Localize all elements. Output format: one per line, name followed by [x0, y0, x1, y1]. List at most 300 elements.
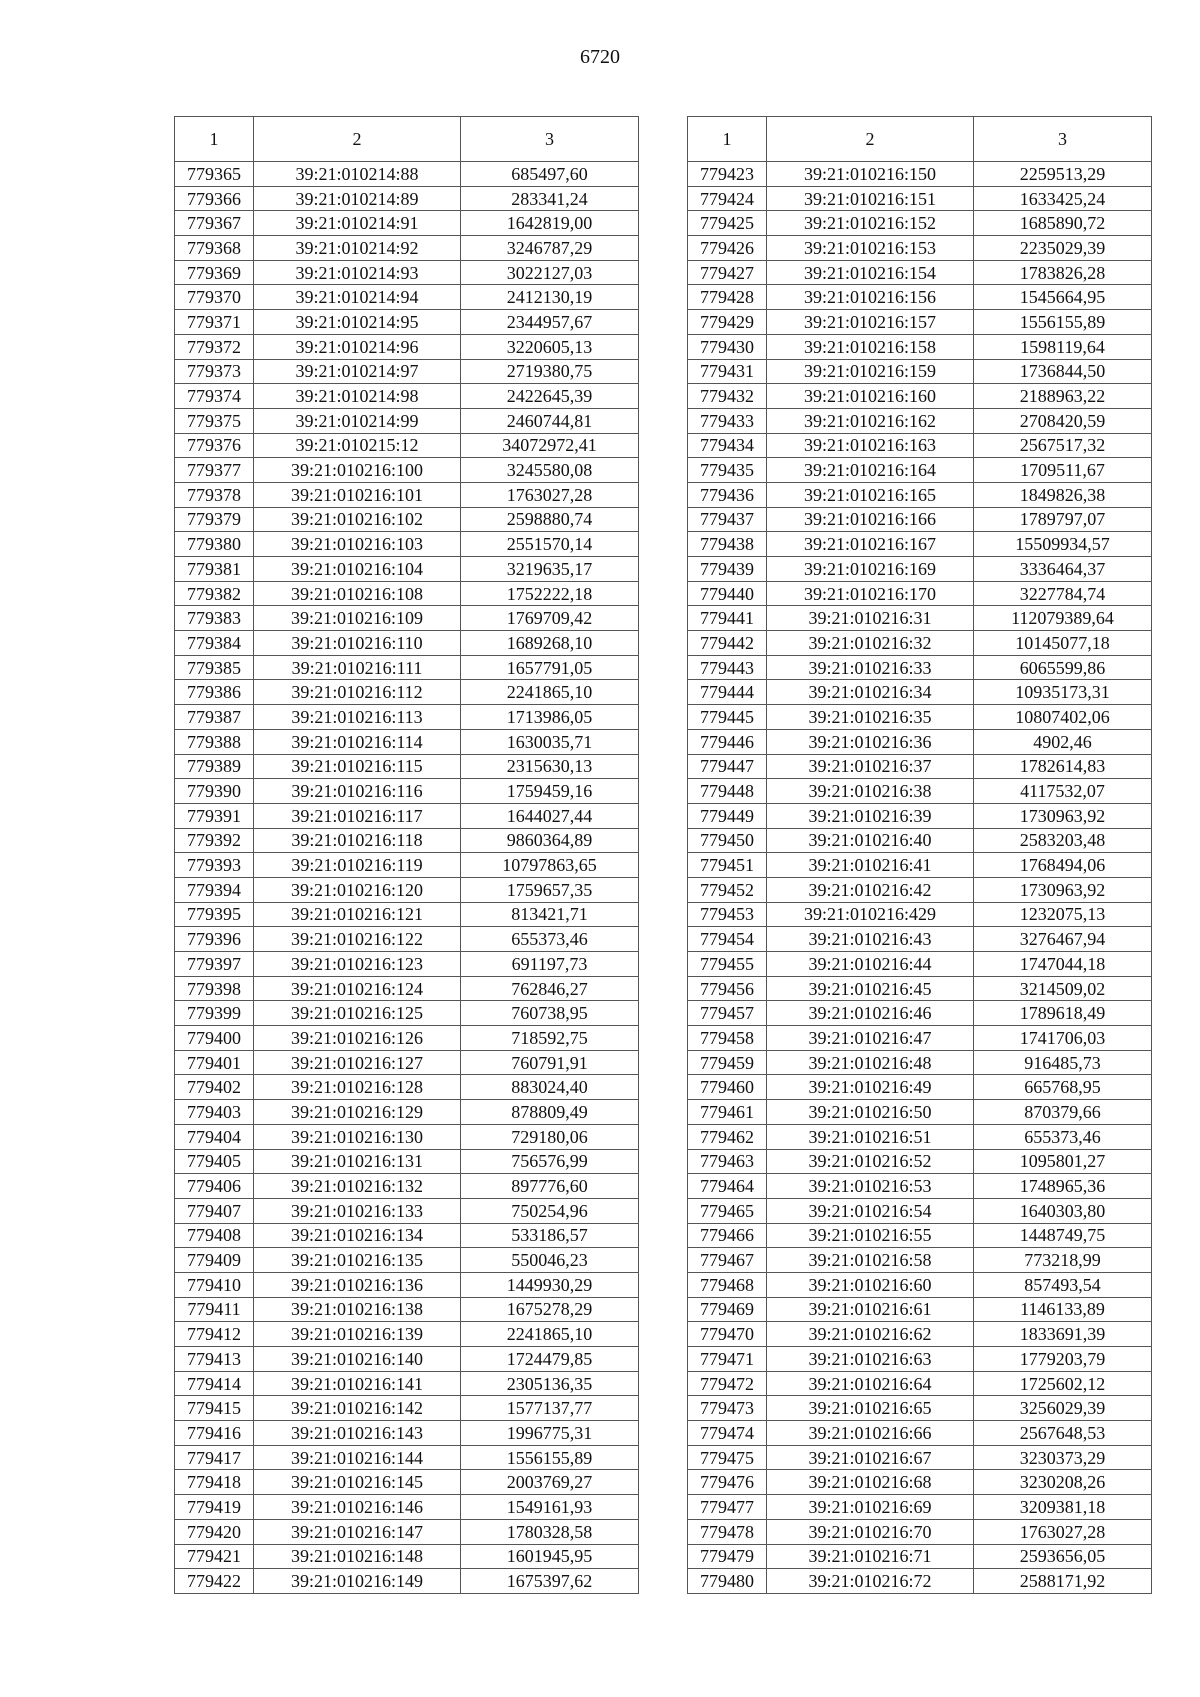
value-cell: 1725602,12 [974, 1371, 1152, 1396]
value-cell: 10797863,65 [461, 853, 639, 878]
table-row [688, 1124, 1152, 1149]
cadastral-number-cell: 39:21:010216:66 [767, 1421, 974, 1446]
cadastral-number-cell: 39:21:010216:42 [767, 877, 974, 902]
table-row [688, 1347, 1152, 1372]
cadastral-number-cell: 39:21:010214:96 [254, 334, 461, 359]
table-row [175, 606, 639, 631]
table-row [175, 754, 639, 779]
table-row [688, 285, 1152, 310]
value-cell: 3022127,03 [461, 260, 639, 285]
cadastral-number-cell: 39:21:010216:145 [254, 1470, 461, 1495]
cadastral-number-cell: 39:21:010216:49 [767, 1075, 974, 1100]
row-number-cell: 779365 [175, 162, 254, 187]
cadastral-number-cell: 39:21:010216:146 [254, 1495, 461, 1520]
table-row [175, 1569, 639, 1594]
value-cell: 2422645,39 [461, 384, 639, 409]
cadastral-number-cell: 39:21:010216:429 [767, 902, 974, 927]
value-cell: 878809,49 [461, 1100, 639, 1125]
cadastral-number-cell: 39:21:010216:141 [254, 1371, 461, 1396]
value-cell: 1996775,31 [461, 1421, 639, 1446]
value-cell: 550046,23 [461, 1248, 639, 1273]
value-cell: 1833691,39 [974, 1322, 1152, 1347]
row-number-cell: 779383 [175, 606, 254, 631]
table-row [688, 1075, 1152, 1100]
row-number-cell: 779437 [688, 507, 767, 532]
value-cell: 3219635,17 [461, 557, 639, 582]
row-number-cell: 779474 [688, 1421, 767, 1446]
table-row [688, 902, 1152, 927]
value-cell: 1630035,71 [461, 729, 639, 754]
row-number-cell: 779373 [175, 359, 254, 384]
cadastral-number-cell: 39:21:010216:159 [767, 359, 974, 384]
row-number-cell: 779475 [688, 1445, 767, 1470]
column-header-1: 1 [175, 117, 254, 162]
table-row [688, 507, 1152, 532]
cadastral-number-cell: 39:21:010216:46 [767, 1001, 974, 1026]
cadastral-number-cell: 39:21:010214:92 [254, 236, 461, 261]
table-row [175, 1544, 639, 1569]
table-row [175, 1421, 639, 1446]
cadastral-number-cell: 39:21:010216:129 [254, 1100, 461, 1125]
table-row [688, 1297, 1152, 1322]
value-cell: 3209381,18 [974, 1495, 1152, 1520]
table-row [688, 162, 1152, 187]
table-row [175, 803, 639, 828]
table-row [175, 1297, 639, 1322]
table-row [175, 236, 639, 261]
value-cell: 1748965,36 [974, 1174, 1152, 1199]
row-number-cell: 779450 [688, 828, 767, 853]
row-number-cell: 779406 [175, 1174, 254, 1199]
left-table [174, 116, 639, 1594]
row-number-cell: 779381 [175, 557, 254, 582]
table-row [688, 1001, 1152, 1026]
value-cell: 655373,46 [974, 1124, 1152, 1149]
cadastral-number-cell: 39:21:010214:89 [254, 186, 461, 211]
cadastral-number-cell: 39:21:010216:165 [767, 482, 974, 507]
cadastral-number-cell: 39:21:010216:47 [767, 1026, 974, 1051]
cadastral-number-cell: 39:21:010216:157 [767, 310, 974, 335]
table-row [175, 1001, 639, 1026]
row-number-cell: 779471 [688, 1347, 767, 1372]
row-number-cell: 779429 [688, 310, 767, 335]
value-cell: 1449930,29 [461, 1272, 639, 1297]
row-number-cell: 779416 [175, 1421, 254, 1446]
column-header-3: 3 [974, 117, 1152, 162]
value-cell: 1556155,89 [461, 1445, 639, 1470]
table-row [175, 1149, 639, 1174]
value-cell: 1752222,18 [461, 581, 639, 606]
cadastral-number-cell: 39:21:010216:149 [254, 1569, 461, 1594]
row-number-cell: 779473 [688, 1396, 767, 1421]
cadastral-number-cell: 39:21:010214:99 [254, 408, 461, 433]
table-row [175, 310, 639, 335]
cadastral-number-cell: 39:21:010216:114 [254, 729, 461, 754]
cadastral-number-cell: 39:21:010216:167 [767, 532, 974, 557]
cadastral-number-cell: 39:21:010216:151 [767, 186, 974, 211]
value-cell: 857493,54 [974, 1272, 1152, 1297]
row-number-cell: 779376 [175, 433, 254, 458]
value-cell: 3230373,29 [974, 1445, 1152, 1470]
table-row [175, 1445, 639, 1470]
row-number-cell: 779458 [688, 1026, 767, 1051]
value-cell: 1577137,77 [461, 1396, 639, 1421]
row-number-cell: 779409 [175, 1248, 254, 1273]
value-cell: 15509934,57 [974, 532, 1152, 557]
cadastral-number-cell: 39:21:010216:65 [767, 1396, 974, 1421]
cadastral-number-cell: 39:21:010216:33 [767, 655, 974, 680]
table-row [175, 186, 639, 211]
cadastral-number-cell: 39:21:010216:101 [254, 482, 461, 507]
value-cell: 1675397,62 [461, 1569, 639, 1594]
row-number-cell: 779402 [175, 1075, 254, 1100]
row-number-cell: 779389 [175, 754, 254, 779]
value-cell: 762846,27 [461, 976, 639, 1001]
cadastral-number-cell: 39:21:010216:44 [767, 952, 974, 977]
row-number-cell: 779420 [175, 1519, 254, 1544]
value-cell: 760738,95 [461, 1001, 639, 1026]
cadastral-number-cell: 39:21:010216:131 [254, 1149, 461, 1174]
value-cell: 2583203,48 [974, 828, 1152, 853]
value-cell: 1763027,28 [974, 1519, 1152, 1544]
value-cell: 729180,06 [461, 1124, 639, 1149]
row-number-cell: 779428 [688, 285, 767, 310]
value-cell: 1736844,50 [974, 359, 1152, 384]
table-row [688, 1198, 1152, 1223]
row-number-cell: 779441 [688, 606, 767, 631]
cadastral-number-cell: 39:21:010216:136 [254, 1272, 461, 1297]
table-row [688, 532, 1152, 557]
row-number-cell: 779378 [175, 482, 254, 507]
row-number-cell: 779436 [688, 482, 767, 507]
table-row [175, 334, 639, 359]
table-row [688, 877, 1152, 902]
row-number-cell: 779393 [175, 853, 254, 878]
table-row [688, 1322, 1152, 1347]
cadastral-number-cell: 39:21:010216:126 [254, 1026, 461, 1051]
row-number-cell: 779425 [688, 211, 767, 236]
value-cell: 1759459,16 [461, 779, 639, 804]
table-row [175, 1371, 639, 1396]
value-cell: 1769709,42 [461, 606, 639, 631]
cadastral-number-cell: 39:21:010216:60 [767, 1272, 974, 1297]
value-cell: 1789618,49 [974, 1001, 1152, 1026]
table-row [688, 260, 1152, 285]
row-number-cell: 779462 [688, 1124, 767, 1149]
value-cell: 10807402,06 [974, 705, 1152, 730]
value-cell: 916485,73 [974, 1050, 1152, 1075]
row-number-cell: 779459 [688, 1050, 767, 1075]
table-row [688, 828, 1152, 853]
table-row [175, 705, 639, 730]
value-cell: 691197,73 [461, 952, 639, 977]
value-cell: 533186,57 [461, 1223, 639, 1248]
row-number-cell: 779387 [175, 705, 254, 730]
table-row [175, 162, 639, 187]
value-cell: 2460744,81 [461, 408, 639, 433]
right-table [687, 116, 1152, 1594]
table-row [175, 581, 639, 606]
value-cell: 3336464,37 [974, 557, 1152, 582]
value-cell: 2235029,39 [974, 236, 1152, 261]
value-cell: 1689268,10 [461, 631, 639, 656]
cadastral-number-cell: 39:21:010216:103 [254, 532, 461, 557]
row-number-cell: 779446 [688, 729, 767, 754]
table-row [688, 1050, 1152, 1075]
row-number-cell: 779379 [175, 507, 254, 532]
table-row [688, 186, 1152, 211]
value-cell: 760791,91 [461, 1050, 639, 1075]
table-row [688, 1495, 1152, 1520]
value-cell: 1779203,79 [974, 1347, 1152, 1372]
cadastral-number-cell: 39:21:010216:53 [767, 1174, 974, 1199]
page-number: 6720 [580, 46, 620, 68]
cadastral-number-cell: 39:21:010214:98 [254, 384, 461, 409]
table-row [175, 1050, 639, 1075]
value-cell: 2593656,05 [974, 1544, 1152, 1569]
value-cell: 1657791,05 [461, 655, 639, 680]
row-number-cell: 779414 [175, 1371, 254, 1396]
column-header-1: 1 [688, 117, 767, 162]
table-row [175, 458, 639, 483]
table-row [688, 1470, 1152, 1495]
row-number-cell: 779453 [688, 902, 767, 927]
cadastral-number-cell: 39:21:010216:140 [254, 1347, 461, 1372]
table-row [688, 606, 1152, 631]
table-row [175, 1322, 639, 1347]
row-number-cell: 779400 [175, 1026, 254, 1051]
value-cell: 1783826,28 [974, 260, 1152, 285]
row-number-cell: 779415 [175, 1396, 254, 1421]
cadastral-number-cell: 39:21:010216:104 [254, 557, 461, 582]
value-cell: 1598119,64 [974, 334, 1152, 359]
cadastral-number-cell: 39:21:010216:143 [254, 1421, 461, 1446]
table-row [175, 1075, 639, 1100]
cadastral-number-cell: 39:21:010216:133 [254, 1198, 461, 1223]
value-cell: 1556155,89 [974, 310, 1152, 335]
table-row [688, 631, 1152, 656]
value-cell: 2412130,19 [461, 285, 639, 310]
table-row [175, 877, 639, 902]
table-row [175, 408, 639, 433]
cadastral-number-cell: 39:21:010216:144 [254, 1445, 461, 1470]
value-cell: 1545664,95 [974, 285, 1152, 310]
cadastral-number-cell: 39:21:010216:156 [767, 285, 974, 310]
table-row [688, 1272, 1152, 1297]
value-cell: 1768494,06 [974, 853, 1152, 878]
value-cell: 2598880,74 [461, 507, 639, 532]
row-number-cell: 779386 [175, 680, 254, 705]
row-number-cell: 779403 [175, 1100, 254, 1125]
cadastral-number-cell: 39:21:010216:43 [767, 927, 974, 952]
row-number-cell: 779417 [175, 1445, 254, 1470]
row-number-cell: 779380 [175, 532, 254, 557]
row-number-cell: 779422 [175, 1569, 254, 1594]
cadastral-number-cell: 39:21:010216:31 [767, 606, 974, 631]
table-row [175, 532, 639, 557]
table-row [688, 1569, 1152, 1594]
table-row [175, 853, 639, 878]
table-row [175, 680, 639, 705]
row-number-cell: 779445 [688, 705, 767, 730]
row-number-cell: 779407 [175, 1198, 254, 1223]
value-cell: 1759657,35 [461, 877, 639, 902]
value-cell: 3256029,39 [974, 1396, 1152, 1421]
row-number-cell: 779377 [175, 458, 254, 483]
row-number-cell: 779426 [688, 236, 767, 261]
header-row [688, 117, 1152, 162]
table-row [175, 507, 639, 532]
cadastral-number-cell: 39:21:010216:40 [767, 828, 974, 853]
table-row [688, 384, 1152, 409]
row-number-cell: 779423 [688, 162, 767, 187]
table-row [688, 729, 1152, 754]
table-row [175, 655, 639, 680]
cadastral-number-cell: 39:21:010216:162 [767, 408, 974, 433]
table-row [175, 779, 639, 804]
cadastral-number-cell: 39:21:010214:93 [254, 260, 461, 285]
row-number-cell: 779472 [688, 1371, 767, 1396]
value-cell: 1640303,80 [974, 1198, 1152, 1223]
table-row [175, 1026, 639, 1051]
value-cell: 1780328,58 [461, 1519, 639, 1544]
table-row [688, 853, 1152, 878]
row-number-cell: 779455 [688, 952, 767, 977]
row-number-cell: 779382 [175, 581, 254, 606]
value-cell: 1633425,24 [974, 186, 1152, 211]
value-cell: 870379,66 [974, 1100, 1152, 1125]
table-row [175, 927, 639, 952]
value-cell: 2344957,67 [461, 310, 639, 335]
table-row [688, 779, 1152, 804]
table-row [175, 1347, 639, 1372]
value-cell: 1601945,95 [461, 1544, 639, 1569]
cadastral-number-cell: 39:21:010216:153 [767, 236, 974, 261]
cadastral-number-cell: 39:21:010216:142 [254, 1396, 461, 1421]
value-cell: 2551570,14 [461, 532, 639, 557]
table-row [688, 310, 1152, 335]
row-number-cell: 779438 [688, 532, 767, 557]
table-row [688, 1174, 1152, 1199]
row-number-cell: 779442 [688, 631, 767, 656]
row-number-cell: 779477 [688, 1495, 767, 1520]
row-number-cell: 779478 [688, 1519, 767, 1544]
cadastral-number-cell: 39:21:010216:122 [254, 927, 461, 952]
value-cell: 2708420,59 [974, 408, 1152, 433]
row-number-cell: 779447 [688, 754, 767, 779]
row-number-cell: 779390 [175, 779, 254, 804]
cadastral-number-cell: 39:21:010216:58 [767, 1248, 974, 1273]
row-number-cell: 779432 [688, 384, 767, 409]
value-cell: 1232075,13 [974, 902, 1152, 927]
table-row [175, 1248, 639, 1273]
table-row [688, 359, 1152, 384]
cadastral-number-cell: 39:21:010216:64 [767, 1371, 974, 1396]
cadastral-number-cell: 39:21:010216:37 [767, 754, 974, 779]
row-number-cell: 779412 [175, 1322, 254, 1347]
value-cell: 1146133,89 [974, 1297, 1152, 1322]
right-table-header [688, 117, 1152, 162]
left-table-header [175, 117, 639, 162]
value-cell: 3214509,02 [974, 976, 1152, 1001]
cadastral-number-cell: 39:21:010216:70 [767, 1519, 974, 1544]
cadastral-number-cell: 39:21:010216:125 [254, 1001, 461, 1026]
cadastral-number-cell: 39:21:010216:102 [254, 507, 461, 532]
value-cell: 1709511,67 [974, 458, 1152, 483]
value-cell: 3246787,29 [461, 236, 639, 261]
value-cell: 1849826,38 [974, 482, 1152, 507]
value-cell: 2588171,92 [974, 1569, 1152, 1594]
cadastral-number-cell: 39:21:010216:170 [767, 581, 974, 606]
cadastral-number-cell: 39:21:010216:135 [254, 1248, 461, 1273]
cadastral-number-cell: 39:21:010216:111 [254, 655, 461, 680]
value-cell: 34072972,41 [461, 433, 639, 458]
cadastral-number-cell: 39:21:010214:91 [254, 211, 461, 236]
value-cell: 1713986,05 [461, 705, 639, 730]
table-row [688, 1248, 1152, 1273]
table-row [688, 408, 1152, 433]
cadastral-number-cell: 39:21:010216:116 [254, 779, 461, 804]
row-number-cell: 779410 [175, 1272, 254, 1297]
table-row [688, 236, 1152, 261]
row-number-cell: 779463 [688, 1149, 767, 1174]
value-cell: 1642819,00 [461, 211, 639, 236]
table-row [175, 902, 639, 927]
cadastral-number-cell: 39:21:010216:147 [254, 1519, 461, 1544]
table-row [175, 1223, 639, 1248]
row-number-cell: 779421 [175, 1544, 254, 1569]
row-number-cell: 779404 [175, 1124, 254, 1149]
table-row [175, 211, 639, 236]
cadastral-number-cell: 39:21:010216:72 [767, 1569, 974, 1594]
cadastral-number-cell: 39:21:010216:35 [767, 705, 974, 730]
value-cell: 1448749,75 [974, 1223, 1152, 1248]
value-cell: 3227784,74 [974, 581, 1152, 606]
row-number-cell: 779439 [688, 557, 767, 582]
value-cell: 1763027,28 [461, 482, 639, 507]
table-row [688, 1445, 1152, 1470]
table-row [175, 1100, 639, 1125]
cadastral-number-cell: 39:21:010216:69 [767, 1495, 974, 1520]
row-number-cell: 779392 [175, 828, 254, 853]
cadastral-number-cell: 39:21:010216:110 [254, 631, 461, 656]
value-cell: 1549161,93 [461, 1495, 639, 1520]
table-row [688, 581, 1152, 606]
cadastral-number-cell: 39:21:010216:138 [254, 1297, 461, 1322]
value-cell: 10145077,18 [974, 631, 1152, 656]
cadastral-number-cell: 39:21:010216:32 [767, 631, 974, 656]
value-cell: 4117532,07 [974, 779, 1152, 804]
table-row [688, 1396, 1152, 1421]
value-cell: 3220605,13 [461, 334, 639, 359]
table-row [175, 384, 639, 409]
row-number-cell: 779399 [175, 1001, 254, 1026]
value-cell: 756576,99 [461, 1149, 639, 1174]
value-cell: 3245580,08 [461, 458, 639, 483]
cadastral-number-cell: 39:21:010216:150 [767, 162, 974, 187]
table-row [175, 1272, 639, 1297]
row-number-cell: 779430 [688, 334, 767, 359]
table-row [688, 1544, 1152, 1569]
right-table-body [688, 162, 1152, 1594]
cadastral-number-cell: 39:21:010216:112 [254, 680, 461, 705]
row-number-cell: 779466 [688, 1223, 767, 1248]
row-number-cell: 779476 [688, 1470, 767, 1495]
row-number-cell: 779419 [175, 1495, 254, 1520]
value-cell: 283341,24 [461, 186, 639, 211]
row-number-cell: 779435 [688, 458, 767, 483]
value-cell: 2315630,13 [461, 754, 639, 779]
